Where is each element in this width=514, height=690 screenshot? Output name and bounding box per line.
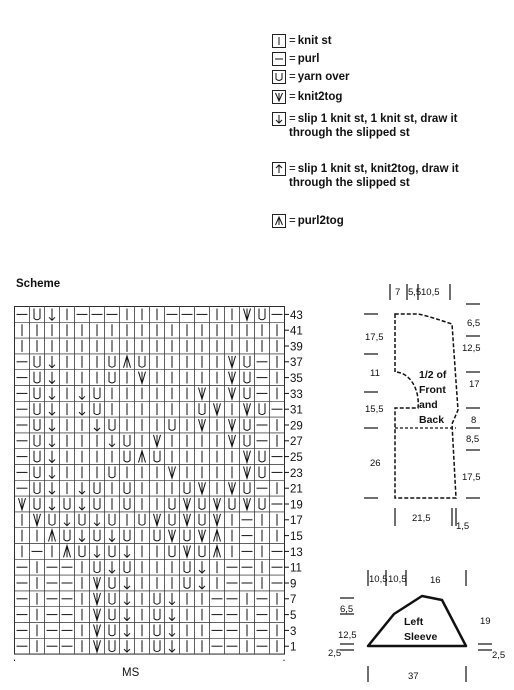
dimension-label: 8 [471,415,477,426]
sleeve-label: Sleeve [404,631,438,643]
legend-equals: = [289,53,296,65]
row-number: 21 [290,483,303,496]
legend-equals: = [289,113,296,125]
dimension-label: 12,5 [338,630,357,641]
legend-item-knit [272,34,332,48]
dimension-label: 12,5 [462,343,481,354]
legend-equals: = [289,163,296,175]
legend-label [289,112,494,140]
legend-text: slip 1 knit st, knit2tog, draw it through the slipped st [289,163,459,189]
knitting-chart [14,306,314,661]
slip-knit-pass-icon [272,112,286,126]
dimension-label: 6,5 [340,604,354,615]
dimension-label: 17,5 [462,472,481,483]
garment-schematics [320,280,514,690]
dimension-label: 10,5 [421,287,440,298]
row-number: 9 [290,578,297,591]
row-number: 39 [290,341,303,354]
row-number: 19 [290,499,303,512]
legend-label [289,214,344,228]
row-number: 15 [290,531,303,544]
legend-label [289,34,332,48]
row-number: 29 [290,420,303,433]
row-number: 35 [290,373,303,386]
row-number: 3 [290,625,297,638]
row-number: 41 [290,325,303,338]
knit2tog-icon [272,90,286,104]
legend-label [289,52,319,66]
knit-icon [272,34,286,48]
purl2tog-icon [272,214,286,228]
dimension-label: 19 [480,616,491,627]
legend-equals: = [289,215,296,227]
dimension-label: 17 [469,379,480,390]
scheme-title: Scheme [16,278,61,290]
dimension-label: 11 [370,368,380,379]
body-label: Front [419,384,446,396]
row-number: 17 [290,515,303,528]
dimension-label: 17,5 [365,332,384,343]
legend-item-purl2tog [272,214,344,228]
legend-text: yarn over [297,71,350,83]
purl-icon [272,52,286,66]
legend-item-slip-k2tog-pass [272,162,494,190]
row-number: 33 [290,388,303,401]
legend-text: knit2tog [297,91,343,103]
row-number: 11 [290,562,302,575]
body-label: and [419,399,438,411]
slip-k2tog-pass-icon [272,162,286,176]
legend-item-knit2tog [272,90,342,104]
body-label: Back [419,414,445,426]
row-number: 37 [290,357,303,370]
legend-text: knit st [297,35,332,47]
row-number: 7 [290,594,297,607]
dimension-label: 37 [408,671,419,682]
row-number: 23 [290,467,303,480]
legend-equals: = [289,71,296,83]
legend-item-slip-knit-pass [272,112,494,140]
legend-text: purl [297,53,320,65]
dimension-label: 2,5 [328,648,342,659]
dimension-label: 5,5 [408,287,422,298]
legend-label [289,90,342,104]
legend-equals: = [289,91,296,103]
dimension-label: 26 [370,458,381,469]
ms-label: MS [122,667,140,679]
legend-item-yarn-over [272,70,350,84]
dimension-label: 10,5 [369,574,388,585]
dimension-label: 15,5 [365,404,384,415]
legend-label [289,70,350,84]
sleeve-label: Left [404,616,424,628]
row-number: 5 [290,610,297,623]
legend-item-purl [272,52,319,66]
dimension-label: 10,5 [388,574,407,585]
dimension-label: 1,5 [456,521,470,532]
yarn-over-icon [272,70,286,84]
row-number: 13 [290,546,303,559]
row-number: 25 [290,452,303,465]
dimension-label: 21,5 [412,513,431,524]
legend-text: slip 1 knit st, 1 knit st, draw it through the slipped st [289,113,458,139]
dimension-label: 8,5 [466,434,480,445]
dimension-label: 16 [430,575,441,586]
row-number: 1 [290,641,297,654]
row-number: 31 [290,404,303,417]
legend-equals: = [289,35,296,47]
body-label: 1/2 of [419,369,447,381]
dimension-label: 6,5 [467,318,481,329]
legend-label [289,162,494,190]
dimension-label: 7 [395,287,401,298]
legend-text: purl2tog [297,215,344,227]
dimension-label: 2,5 [492,650,506,661]
row-number: 27 [290,436,303,449]
row-number: 43 [290,309,303,322]
